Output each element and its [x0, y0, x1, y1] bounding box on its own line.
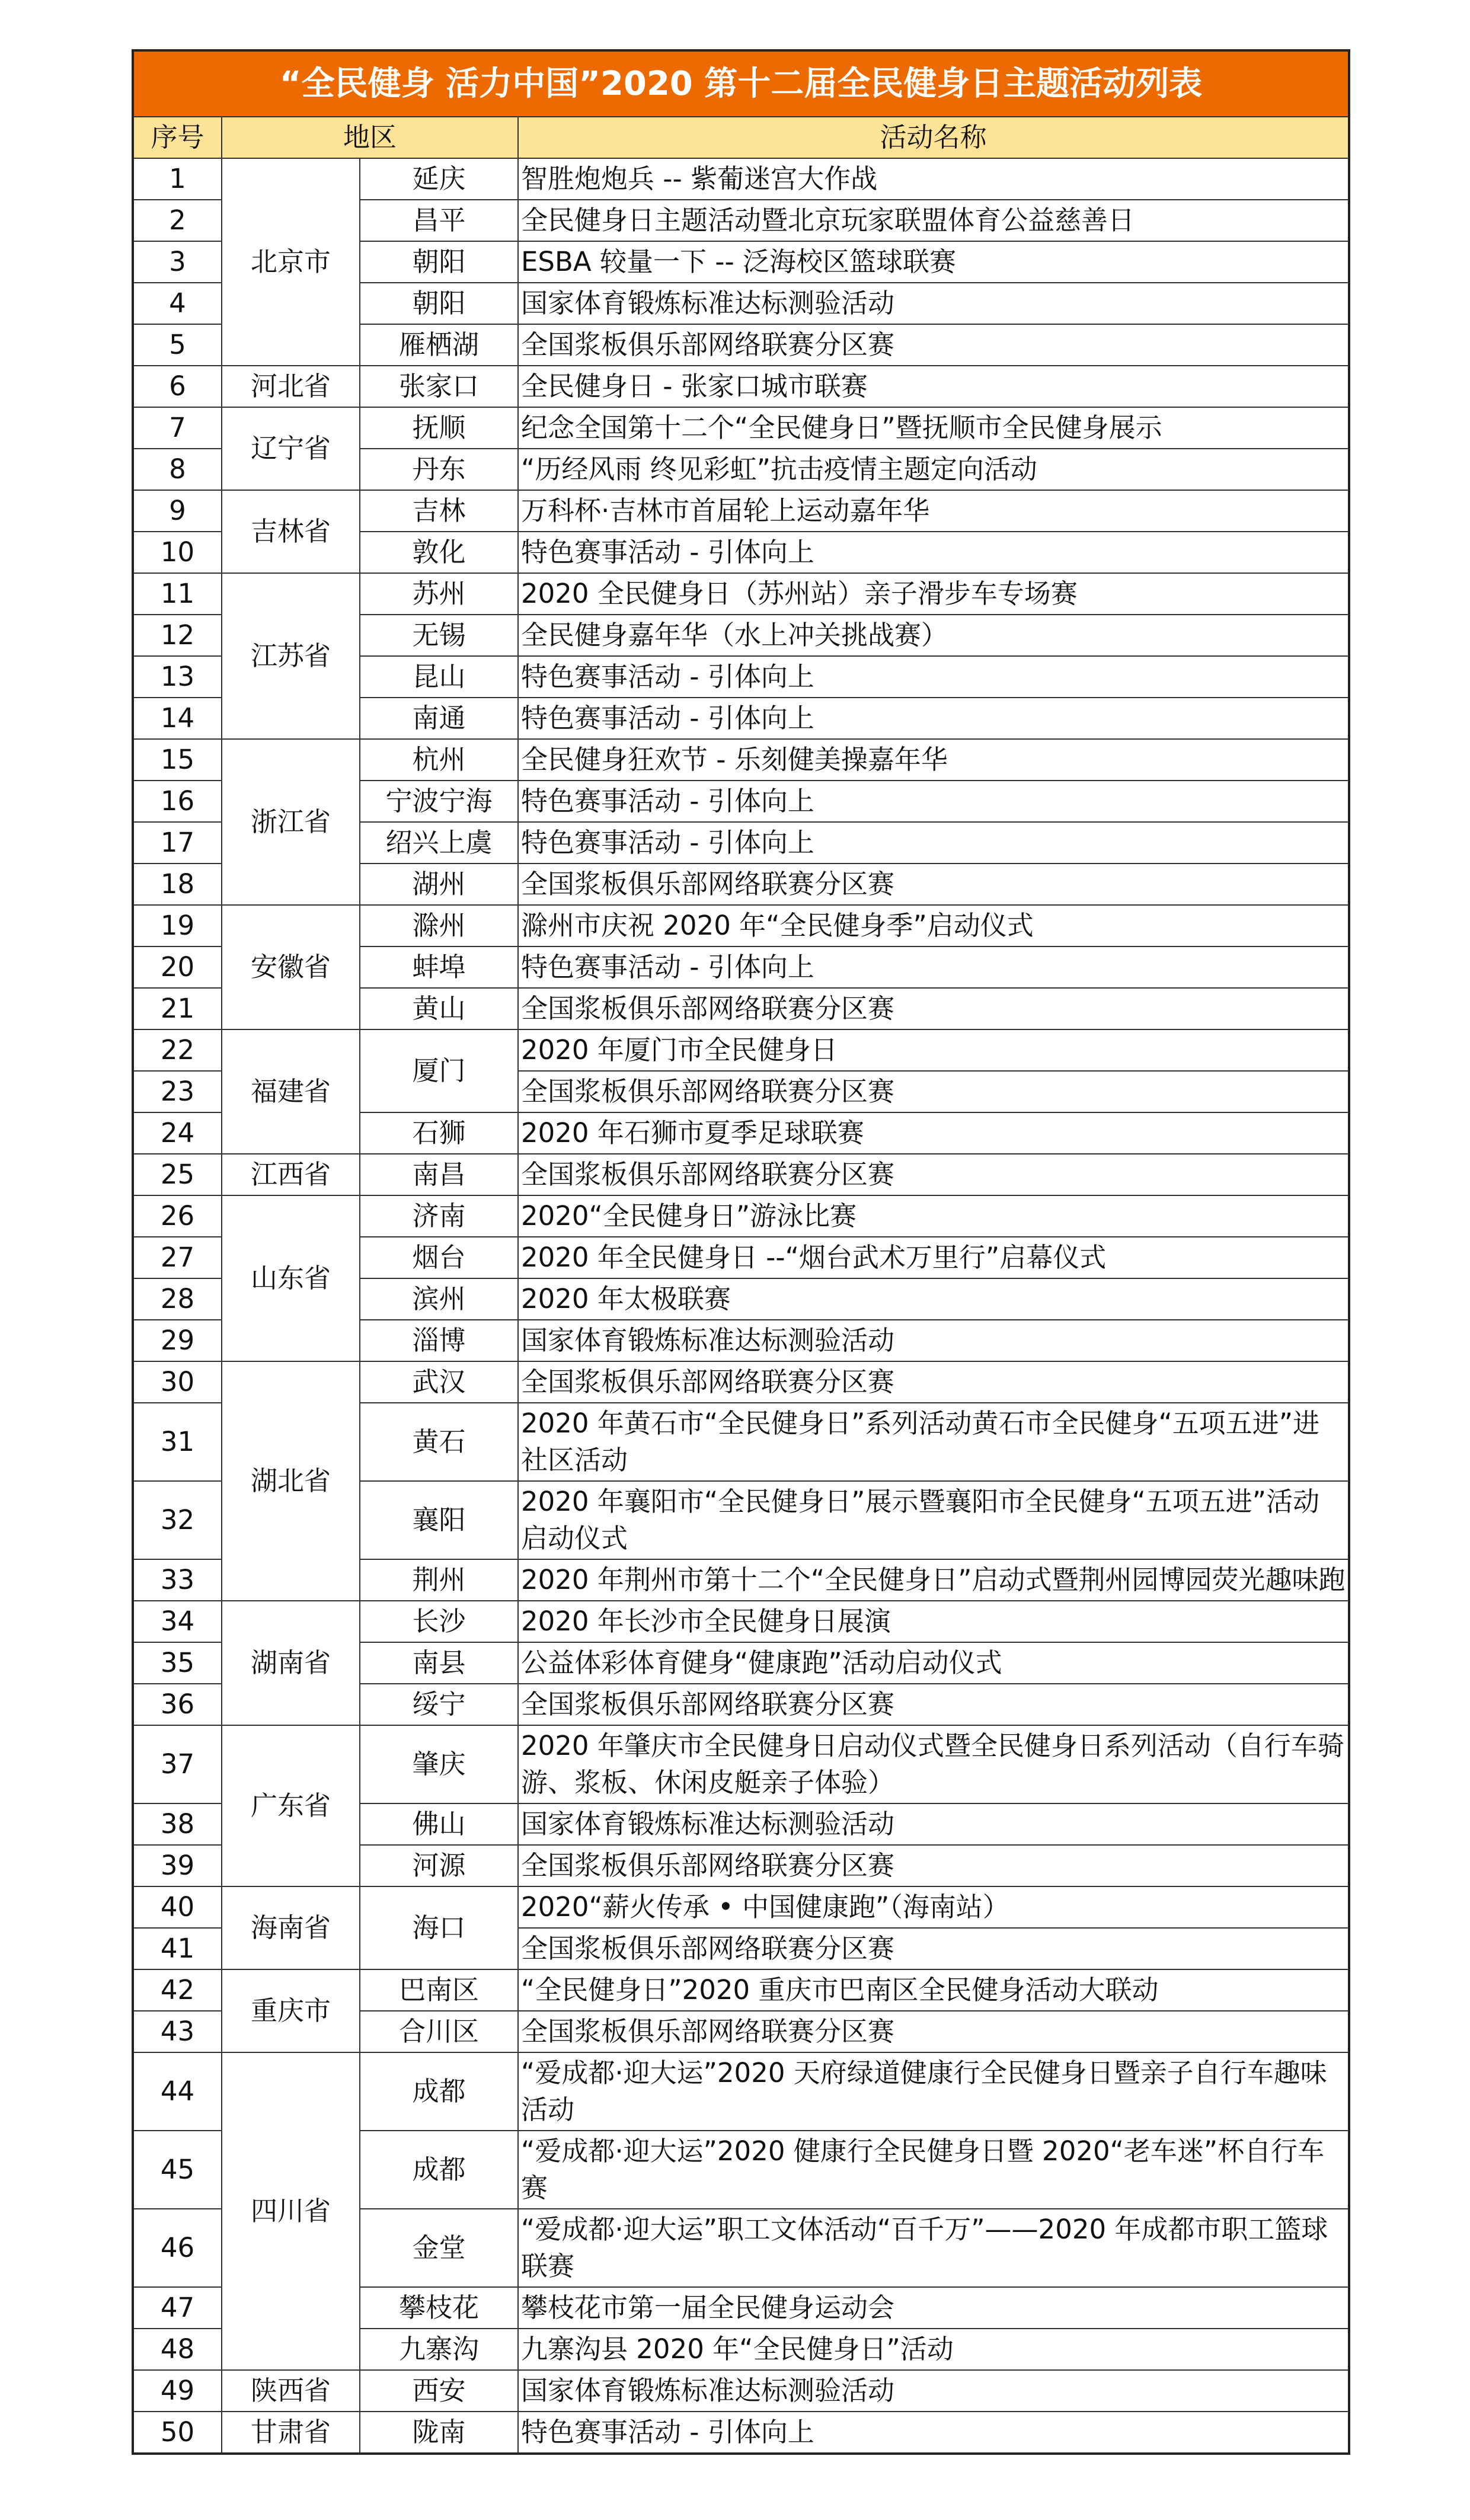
table-row — [133, 2052, 1349, 2131]
table-body — [133, 158, 1349, 2454]
activity-cell: 2020 年太极联赛 — [518, 1278, 1349, 1320]
seq-cell: 25 — [133, 1154, 222, 1195]
activity-cell: 全国浆板俱乐部网络联赛分区赛 — [518, 1071, 1349, 1112]
seq-cell: 30 — [133, 1361, 222, 1403]
table-row — [133, 739, 1349, 781]
city-cell: 绥宁 — [360, 1684, 518, 1725]
seq-cell: 9 — [133, 490, 222, 532]
activity-cell: 2020“全民健身日”游泳比赛 — [518, 1195, 1349, 1237]
city-cell: 西安 — [360, 2370, 518, 2412]
activity-cell: 全国浆板俱乐部网络联赛分区赛 — [518, 1361, 1349, 1403]
activity-cell: 万科杯·吉林市首届轮上运动嘉年华 — [518, 490, 1349, 532]
seq-cell: 1 — [133, 158, 222, 200]
city-cell: 黄山 — [360, 988, 518, 1029]
province-cell: 安徽省 — [222, 905, 360, 1029]
activity-cell: 国家体育锻炼标准达标测验活动 — [518, 2370, 1349, 2412]
seq-cell: 4 — [133, 283, 222, 324]
seq-cell: 20 — [133, 946, 222, 988]
table-row — [133, 2412, 1349, 2454]
activity-cell: 2020 年厦门市全民健身日 — [518, 1029, 1349, 1071]
seq-cell: 29 — [133, 1320, 222, 1361]
activity-cell: 2020 年全民健身日 --“烟台武术万里行”启幕仪式 — [518, 1237, 1349, 1278]
seq-cell: 16 — [133, 781, 222, 822]
activity-cell: 特色赛事活动 - 引体向上 — [518, 698, 1349, 739]
table-row — [133, 366, 1349, 407]
activity-cell: 全国浆板俱乐部网络联赛分区赛 — [518, 1684, 1349, 1725]
city-cell: 佛山 — [360, 1803, 518, 1845]
province-cell: 福建省 — [222, 1029, 360, 1154]
header-seq: 序号 — [133, 117, 222, 158]
seq-cell: 47 — [133, 2287, 222, 2329]
city-cell: 南昌 — [360, 1154, 518, 1195]
seq-cell: 18 — [133, 864, 222, 905]
seq-cell: 34 — [133, 1601, 222, 1642]
city-cell: 九寨沟 — [360, 2329, 518, 2370]
activity-cell: 特色赛事活动 - 引体向上 — [518, 946, 1349, 988]
city-cell: 武汉 — [360, 1361, 518, 1403]
city-cell: 滨州 — [360, 1278, 518, 1320]
province-cell: 河北省 — [222, 366, 360, 407]
province-cell: 江西省 — [222, 1154, 360, 1195]
city-cell: 河源 — [360, 1845, 518, 1886]
city-cell: 昌平 — [360, 200, 518, 241]
seq-cell: 13 — [133, 656, 222, 698]
city-cell: 肇庆 — [360, 1725, 518, 1803]
table-row — [133, 1029, 1349, 1071]
city-cell: 淄博 — [360, 1320, 518, 1361]
header-activity: 活动名称 — [518, 117, 1349, 158]
activity-cell: “历经风雨 终见彩虹”抗击疫情主题定向活动 — [518, 449, 1349, 490]
city-cell: 延庆 — [360, 158, 518, 200]
seq-cell: 41 — [133, 1928, 222, 1969]
city-cell: 张家口 — [360, 366, 518, 407]
seq-cell: 42 — [133, 1969, 222, 2011]
activity-cell: 2020 年肇庆市全民健身日启动仪式暨全民健身日系列活动（自行车骑游、浆板、休闲皮艇亲子体验） — [518, 1725, 1349, 1803]
activity-cell: 全国浆板俱乐部网络联赛分区赛 — [518, 324, 1349, 366]
table-row — [133, 1725, 1349, 1803]
activity-cell: “全民健身日”2020 重庆市巴南区全民健身活动大联动 — [518, 1969, 1349, 2011]
city-cell: 金堂 — [360, 2209, 518, 2287]
seq-cell: 15 — [133, 739, 222, 781]
seq-cell: 3 — [133, 241, 222, 283]
seq-cell: 26 — [133, 1195, 222, 1237]
activity-cell: 九寨沟县 2020 年“全民健身日”活动 — [518, 2329, 1349, 2370]
seq-cell: 24 — [133, 1112, 222, 1154]
table-row — [133, 407, 1349, 449]
city-cell: 攀枝花 — [360, 2287, 518, 2329]
province-cell: 山东省 — [222, 1195, 360, 1361]
seq-cell: 33 — [133, 1559, 222, 1601]
seq-cell: 38 — [133, 1803, 222, 1845]
seq-cell: 45 — [133, 2131, 222, 2209]
activity-cell: 2020 年襄阳市“全民健身日”展示暨襄阳市全民健身“五项五进”活动启动仪式 — [518, 1481, 1349, 1559]
activity-cell: 全国浆板俱乐部网络联赛分区赛 — [518, 988, 1349, 1029]
city-cell: 宁波宁海 — [360, 781, 518, 822]
table-row — [133, 1361, 1349, 1403]
city-cell: 抚顺 — [360, 407, 518, 449]
activity-cell: 全国浆板俱乐部网络联赛分区赛 — [518, 1154, 1349, 1195]
seq-cell: 46 — [133, 2209, 222, 2287]
seq-cell: 14 — [133, 698, 222, 739]
city-cell: 苏州 — [360, 573, 518, 615]
province-cell: 重庆市 — [222, 1969, 360, 2052]
activity-cell: 特色赛事活动 - 引体向上 — [518, 532, 1349, 573]
city-cell: 厦门 — [360, 1029, 518, 1112]
city-cell: 陇南 — [360, 2412, 518, 2454]
activity-cell: 国家体育锻炼标准达标测验活动 — [518, 1803, 1349, 1845]
activity-cell: 2020“薪火传承 • 中国健康跑”（海南站） — [518, 1886, 1349, 1928]
table-row — [133, 2370, 1349, 2412]
activity-cell: 2020 全民健身日（苏州站）亲子滑步车专场赛 — [518, 573, 1349, 615]
table-row — [133, 1601, 1349, 1642]
activity-cell: 2020 年石狮市夏季足球联赛 — [518, 1112, 1349, 1154]
activity-cell: ESBA 较量一下 -- 泛海校区篮球联赛 — [518, 241, 1349, 283]
table-row — [133, 1886, 1349, 1928]
seq-cell: 32 — [133, 1481, 222, 1559]
city-cell: 南通 — [360, 698, 518, 739]
city-cell: 湖州 — [360, 864, 518, 905]
seq-cell: 6 — [133, 366, 222, 407]
activity-cell: “爱成都·迎大运”2020 健康行全民健身日暨 2020“老车迷”杯自行车赛 — [518, 2131, 1349, 2209]
activity-cell: 2020 年黄石市“全民健身日”系列活动黄石市全民健身“五项五进”进社区活动 — [518, 1403, 1349, 1481]
activity-cell: 纪念全国第十二个“全民健身日”暨抚顺市全民健身展示 — [518, 407, 1349, 449]
activity-cell: 智胜炮炮兵 -- 紫葡迷宫大作战 — [518, 158, 1349, 200]
province-cell: 四川省 — [222, 2052, 360, 2370]
table-row — [133, 1969, 1349, 2011]
seq-cell: 37 — [133, 1725, 222, 1803]
city-cell: 雁栖湖 — [360, 324, 518, 366]
city-cell: 杭州 — [360, 739, 518, 781]
city-cell: 朝阳 — [360, 241, 518, 283]
seq-cell: 11 — [133, 573, 222, 615]
activity-cell: 国家体育锻炼标准达标测验活动 — [518, 283, 1349, 324]
seq-cell: 12 — [133, 615, 222, 656]
table-row — [133, 490, 1349, 532]
seq-cell: 7 — [133, 407, 222, 449]
province-cell: 湖南省 — [222, 1601, 360, 1725]
province-cell: 江苏省 — [222, 573, 360, 739]
city-cell: 滁州 — [360, 905, 518, 946]
table-row — [133, 905, 1349, 946]
city-cell: 石狮 — [360, 1112, 518, 1154]
seq-cell: 49 — [133, 2370, 222, 2412]
activity-cell: 全国浆板俱乐部网络联赛分区赛 — [518, 2011, 1349, 2052]
activity-cell: 特色赛事活动 - 引体向上 — [518, 656, 1349, 698]
activity-cell: 全国浆板俱乐部网络联赛分区赛 — [518, 1928, 1349, 1969]
activity-cell: 全民健身狂欢节 - 乐刻健美操嘉年华 — [518, 739, 1349, 781]
city-cell: 海口 — [360, 1886, 518, 1969]
province-cell: 陕西省 — [222, 2370, 360, 2412]
activity-table — [132, 49, 1350, 2455]
seq-cell: 27 — [133, 1237, 222, 1278]
activity-cell: “爱成都·迎大运”职工文体活动“百千万”——2020 年成都市职工篮球联赛 — [518, 2209, 1349, 2287]
seq-cell: 23 — [133, 1071, 222, 1112]
city-cell: 合川区 — [360, 2011, 518, 2052]
seq-cell: 2 — [133, 200, 222, 241]
city-cell: 丹东 — [360, 449, 518, 490]
activity-cell: 全民健身日 - 张家口城市联赛 — [518, 366, 1349, 407]
city-cell: 长沙 — [360, 1601, 518, 1642]
activity-cell: 滁州市庆祝 2020 年“全民健身季”启动仪式 — [518, 905, 1349, 946]
province-cell: 北京市 — [222, 158, 360, 366]
table-row — [133, 573, 1349, 615]
province-cell: 广东省 — [222, 1725, 360, 1886]
city-cell: 朝阳 — [360, 283, 518, 324]
city-cell: 南县 — [360, 1642, 518, 1684]
seq-cell: 44 — [133, 2052, 222, 2131]
seq-cell: 10 — [133, 532, 222, 573]
activity-cell: 公益体彩体育健身“健康跑”活动启动仪式 — [518, 1642, 1349, 1684]
seq-cell: 28 — [133, 1278, 222, 1320]
seq-cell: 17 — [133, 822, 222, 864]
seq-cell: 31 — [133, 1403, 222, 1481]
province-cell: 湖北省 — [222, 1361, 360, 1601]
activity-cell: 特色赛事活动 - 引体向上 — [518, 822, 1349, 864]
city-cell: 烟台 — [360, 1237, 518, 1278]
province-cell: 吉林省 — [222, 490, 360, 573]
city-cell: 成都 — [360, 2052, 518, 2131]
activity-cell: 国家体育锻炼标准达标测验活动 — [518, 1320, 1349, 1361]
activity-cell: 2020 年长沙市全民健身日展演 — [518, 1601, 1349, 1642]
city-cell: 绍兴上虞 — [360, 822, 518, 864]
province-cell: 甘肃省 — [222, 2412, 360, 2454]
province-cell: 浙江省 — [222, 739, 360, 905]
city-cell: 吉林 — [360, 490, 518, 532]
activity-cell: “爱成都·迎大运”2020 天府绿道健康行全民健身日暨亲子自行车趣味活动 — [518, 2052, 1349, 2131]
activity-cell: 特色赛事活动 - 引体向上 — [518, 781, 1349, 822]
table-row — [133, 158, 1349, 200]
city-cell: 敦化 — [360, 532, 518, 573]
activity-cell: 全民健身嘉年华（水上冲关挑战赛） — [518, 615, 1349, 656]
city-cell: 无锡 — [360, 615, 518, 656]
province-cell: 海南省 — [222, 1886, 360, 1969]
city-cell: 昆山 — [360, 656, 518, 698]
activity-cell: 特色赛事活动 - 引体向上 — [518, 2412, 1349, 2454]
activity-cell: 全国浆板俱乐部网络联赛分区赛 — [518, 1845, 1349, 1886]
city-cell: 荆州 — [360, 1559, 518, 1601]
activity-cell: 2020 年荆州市第十二个“全民健身日”启动式暨荆州园博园荧光趣味跑 — [518, 1559, 1349, 1601]
seq-cell: 36 — [133, 1684, 222, 1725]
table-row — [133, 1154, 1349, 1195]
activity-cell: 攀枝花市第一届全民健身运动会 — [518, 2287, 1349, 2329]
city-cell: 蚌埠 — [360, 946, 518, 988]
table-row — [133, 1195, 1349, 1237]
city-cell: 巴南区 — [360, 1969, 518, 2011]
seq-cell: 50 — [133, 2412, 222, 2454]
table-title: “全民健身 活力中国”2020 第十二届全民健身日主题活动列表 — [133, 50, 1349, 117]
seq-cell: 39 — [133, 1845, 222, 1886]
seq-cell: 35 — [133, 1642, 222, 1684]
province-cell: 辽宁省 — [222, 407, 360, 490]
seq-cell: 19 — [133, 905, 222, 946]
seq-cell: 40 — [133, 1886, 222, 1928]
seq-cell: 43 — [133, 2011, 222, 2052]
city-cell: 黄石 — [360, 1403, 518, 1481]
city-cell: 襄阳 — [360, 1481, 518, 1559]
activity-cell: 全国浆板俱乐部网络联赛分区赛 — [518, 864, 1349, 905]
city-cell: 济南 — [360, 1195, 518, 1237]
header-region: 地区 — [222, 117, 518, 158]
seq-cell: 5 — [133, 324, 222, 366]
seq-cell: 8 — [133, 449, 222, 490]
seq-cell: 22 — [133, 1029, 222, 1071]
activity-cell: 全民健身日主题活动暨北京玩家联盟体育公益慈善日 — [518, 200, 1349, 241]
city-cell: 成都 — [360, 2131, 518, 2209]
seq-cell: 48 — [133, 2329, 222, 2370]
seq-cell: 21 — [133, 988, 222, 1029]
